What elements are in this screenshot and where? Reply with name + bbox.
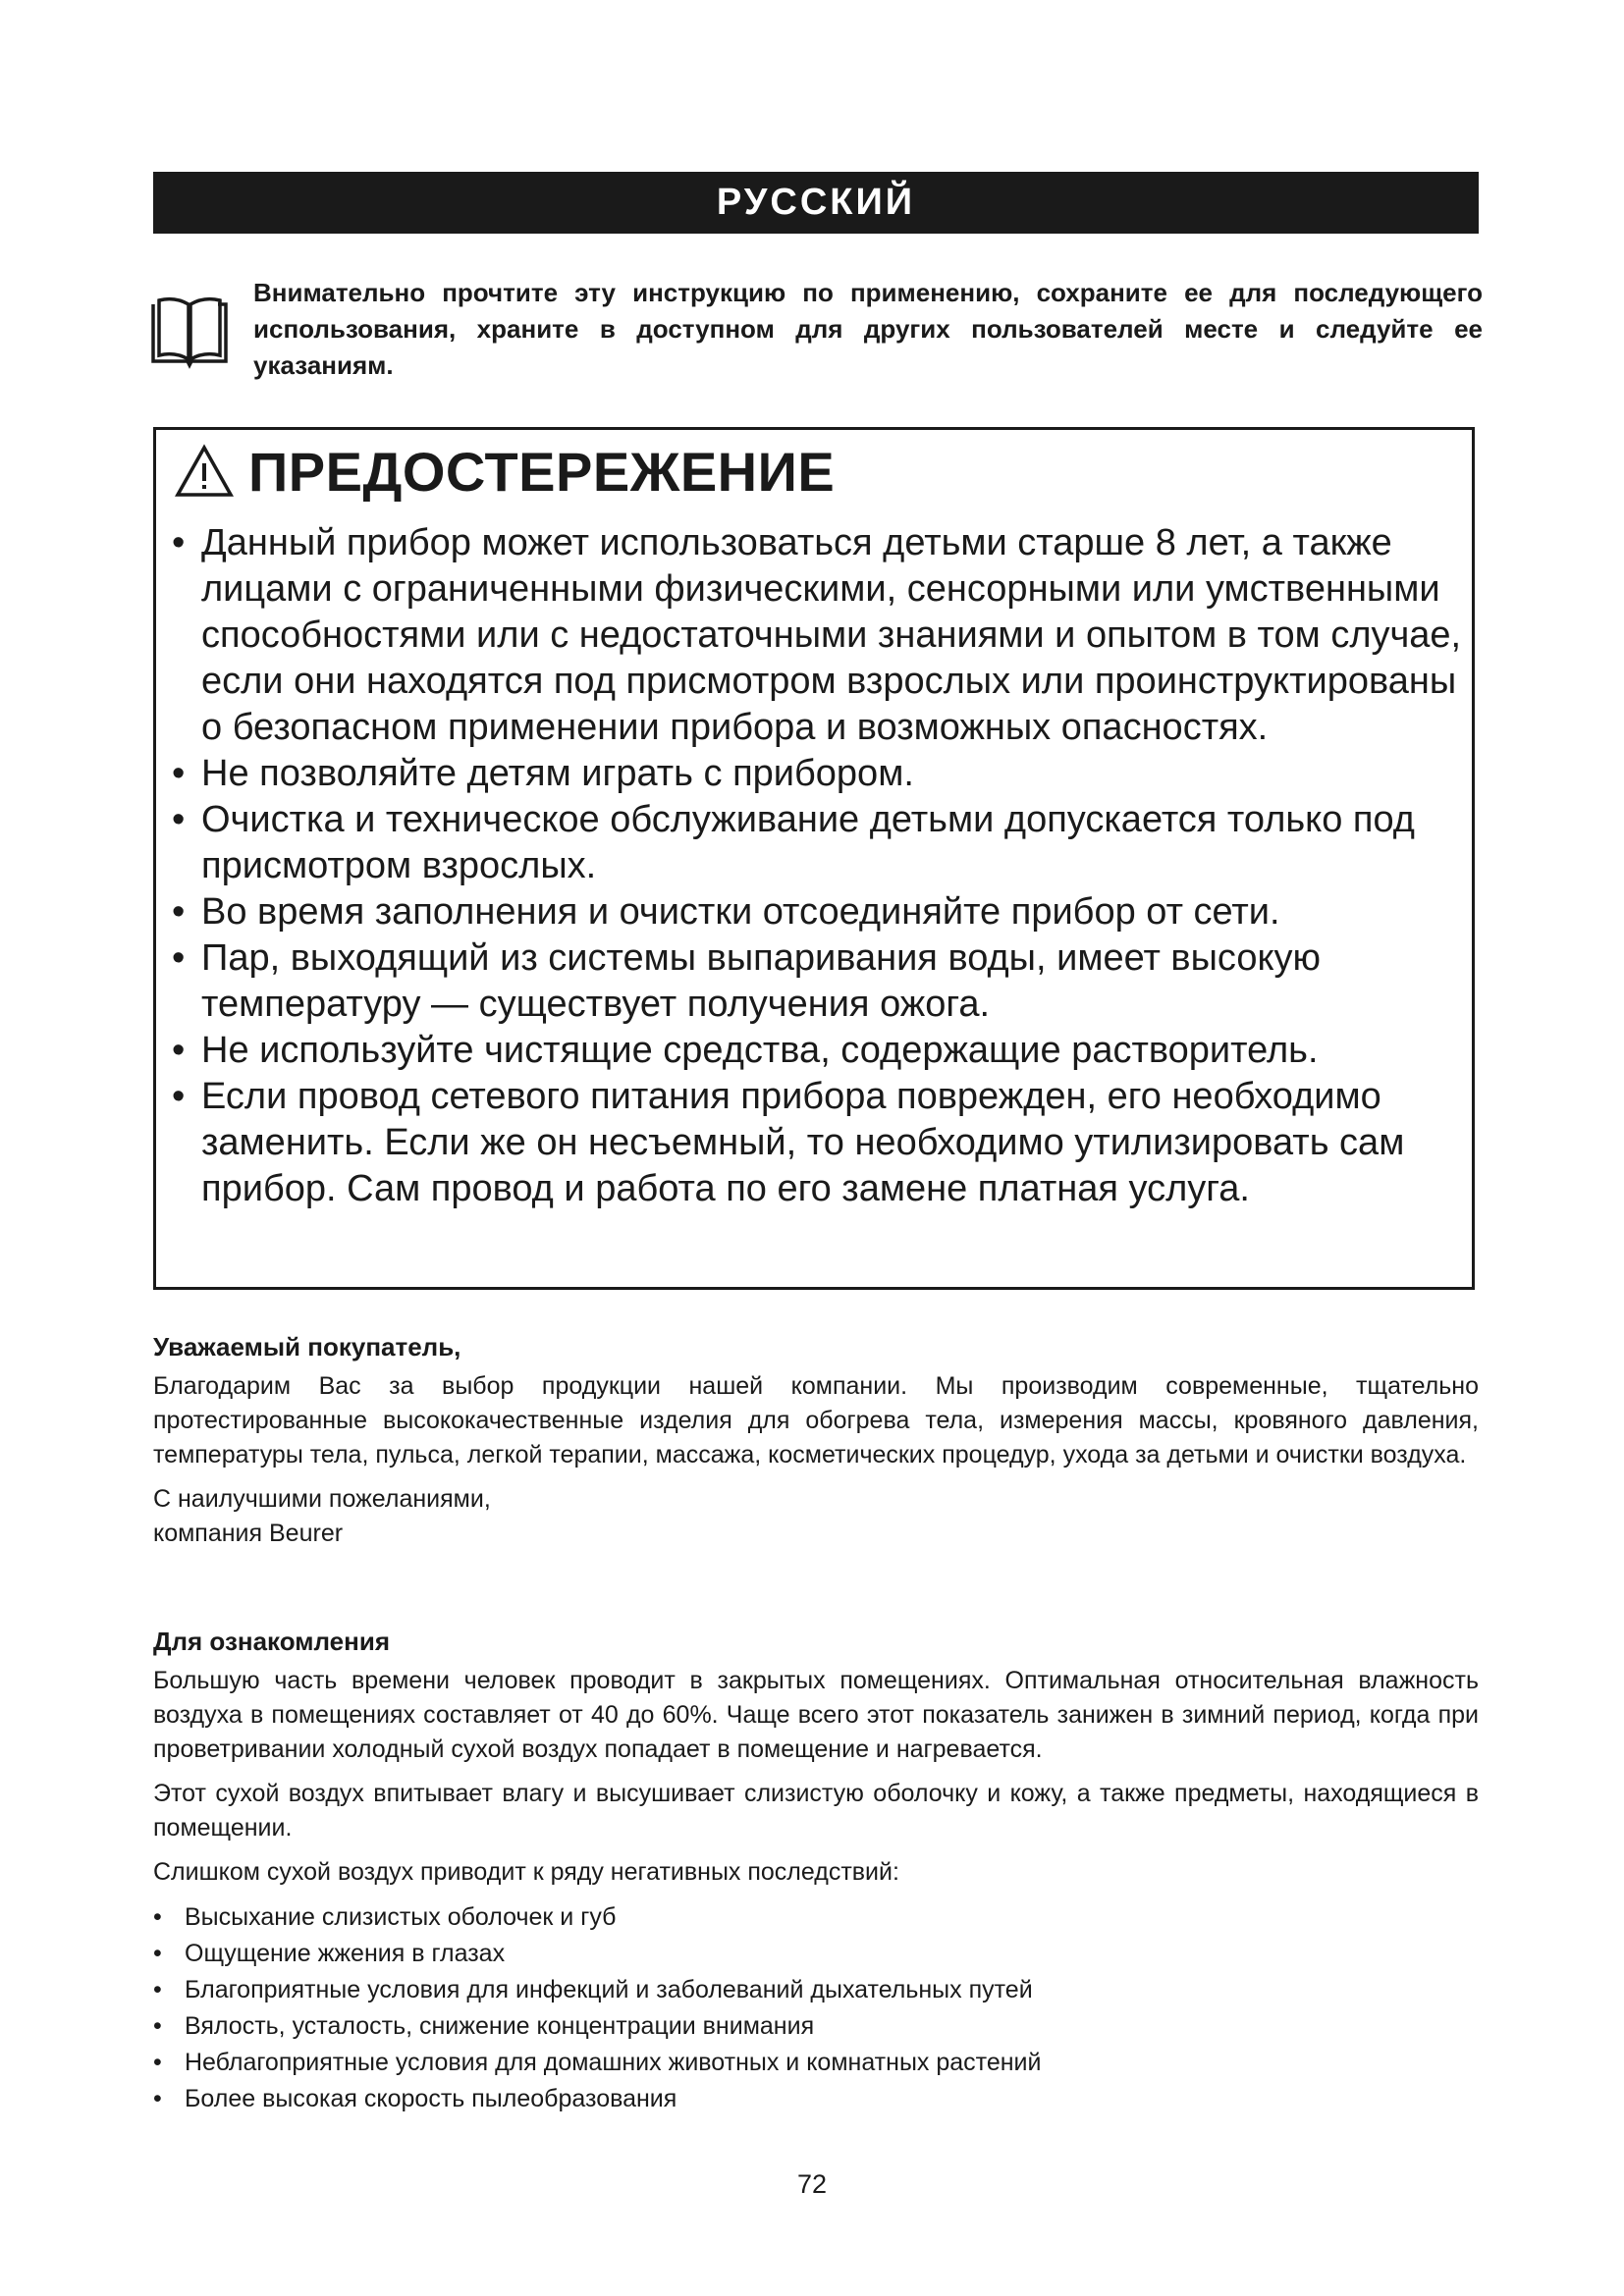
info-paragraph: Этот сухой воздух впитывает влагу и высушивает слизистую оболочку и кожу, а также предметы, находящиеся в помещении. — [153, 1780, 1479, 1842]
warning-title: ПРЕДОСТЕРЕЖЕНИЕ — [248, 440, 836, 503]
info-paragraph: Слишком сухой воздух приводит к ряду негативных последствий: — [153, 1858, 899, 1886]
language-header: РУССКИЙ — [153, 172, 1479, 234]
company-signature: компания Beurer — [153, 1520, 344, 1547]
list-item: • Вялость, усталость, снижение концентрации внимания — [153, 2012, 815, 2040]
warning-header — [174, 440, 835, 503]
warning-box — [153, 427, 1475, 1290]
warning-item-text: Данный прибор может использоваться детьми старше 8 лет, а также лицами с ограниченными физическими, сенсорными или умственными способностями или с недостаточными знаниями и опытом в том случае, если они находятся под присмотром взрослых или проинструктированы о безопасном применении прибора и возможных опасностях. — [201, 522, 1462, 748]
list-item-text: Благоприятные условия для инфекций и заболеваний дыхательных путей — [185, 1976, 1033, 2003]
warning-item: • Данный прибор может использоваться детьми старше 8 лет, а также лицами с ограниченными физическими, сенсорными или умственными способностями или с недостаточными знаниями и опытом в том случае, если они находятся под присмотром взрослых или проинструктированы о безопасном применении прибора и возможных опасностях. — [172, 522, 1462, 748]
intro-text: Внимательно прочтите эту инструкцию по применению, сохраните ее для последующего использования, храните в доступном для других пользователей месте и следуйте ее указаниям. — [253, 278, 1483, 380]
list-item-text: Ощущение жжения в глазах — [185, 1940, 506, 1967]
warning-item-text: Не позволяйте детям играть с прибором. — [201, 753, 914, 794]
warning-item: • Не используйте чистящие средства, содержащие растворитель. — [172, 1030, 1319, 1071]
list-item: • Ощущение жжения в глазах — [153, 1940, 506, 1967]
warning-item: • Не позволяйте детям играть с прибором. — [172, 753, 914, 794]
info-heading: Для ознакомления — [153, 1627, 390, 1656]
info-section — [153, 1625, 1479, 2117]
customer-heading: Уважаемый покупатель, — [153, 1332, 461, 1362]
intro-notice — [149, 275, 1485, 402]
warning-item-text: Пар, выходящий из системы выпаривания воды, имеет высокую температуру — существует получения ожога. — [201, 937, 1322, 1025]
warning-item: • Если провод сетевого питания прибора поврежден, его необходимо заменить. Если же он несъемный, то необходимо утилизировать сам прибор. Сам провод и работа по его замене платная услуга. — [172, 1076, 1405, 1209]
list-item-text: Вялость, усталость, снижение концентрации внимания — [185, 2012, 815, 2040]
list-item: • Более высокая скорость пылеобразования — [153, 2085, 677, 2112]
list-item-text: Неблагоприятные условия для домашних животных и комнатных растений — [185, 2049, 1042, 2076]
warning-item: • Во время заполнения и очистки отсоединяйте прибор от сети. — [172, 891, 1280, 933]
page-number: 72 — [796, 2169, 828, 2199]
warning-item-text: Не используйте чистящие средства, содержащие растворитель. — [201, 1030, 1319, 1071]
warning-item-text: Если провод сетевого питания прибора поврежден, его необходимо заменить. Если же он несъемный, то необходимо утилизировать сам прибор. Сам провод и работа по его замене платная услуга. — [201, 1076, 1405, 1209]
warning-list — [172, 520, 1468, 1212]
customer-section — [153, 1330, 1479, 1551]
list-item-text: Высыхание слизистых оболочек и губ — [185, 1903, 617, 1931]
info-paragraph: Большую часть времени человек проводит в закрытых помещениях. Оптимальная относительная влажность воздуха в помещениях составляет от 40 до 60%. Чаще всего этот показатель занижен в зимний период, когда при проветривании холодный сухой воздух попадает в помещение и нагревается. — [153, 1667, 1479, 1763]
warning-triangle-icon — [174, 444, 235, 499]
warning-item: • Пар, выходящий из системы выпаривания воды, имеет высокую температуру — существует получения ожога. — [172, 937, 1322, 1025]
warning-item-text: Очистка и техническое обслуживание детьми допускается только под присмотром взрослых. — [201, 799, 1415, 886]
warning-item-text: Во время заполнения и очистки отсоединяйте прибор от сети. — [201, 891, 1280, 933]
customer-paragraph: Благодарим Вас за выбор продукции нашей компании. Мы производим современные, тщательно протестированные высококачественные изделия для обогрева тела, измерения массы, кровяного давления, температуры тела, пульса, легкой терапии, массажа, косметических процедур, ухода за детьми и очистки воздуха. — [153, 1372, 1479, 1468]
closing-line: С наилучшими пожеланиями, — [153, 1485, 491, 1513]
list-item: • Благоприятные условия для инфекций и заболеваний дыхательных путей — [153, 1976, 1033, 2003]
warning-item: • Очистка и техническое обслуживание детьми допускается только под присмотром взрослых. — [172, 799, 1415, 886]
list-item-text: Более высокая скорость пылеобразования — [185, 2085, 677, 2112]
book-icon — [149, 296, 230, 369]
list-item: • Неблагоприятные условия для домашних животных и комнатных растений — [153, 2049, 1042, 2076]
effects-list — [153, 1899, 1479, 2117]
list-item: • Высыхание слизистых оболочек и губ — [153, 1903, 617, 1931]
